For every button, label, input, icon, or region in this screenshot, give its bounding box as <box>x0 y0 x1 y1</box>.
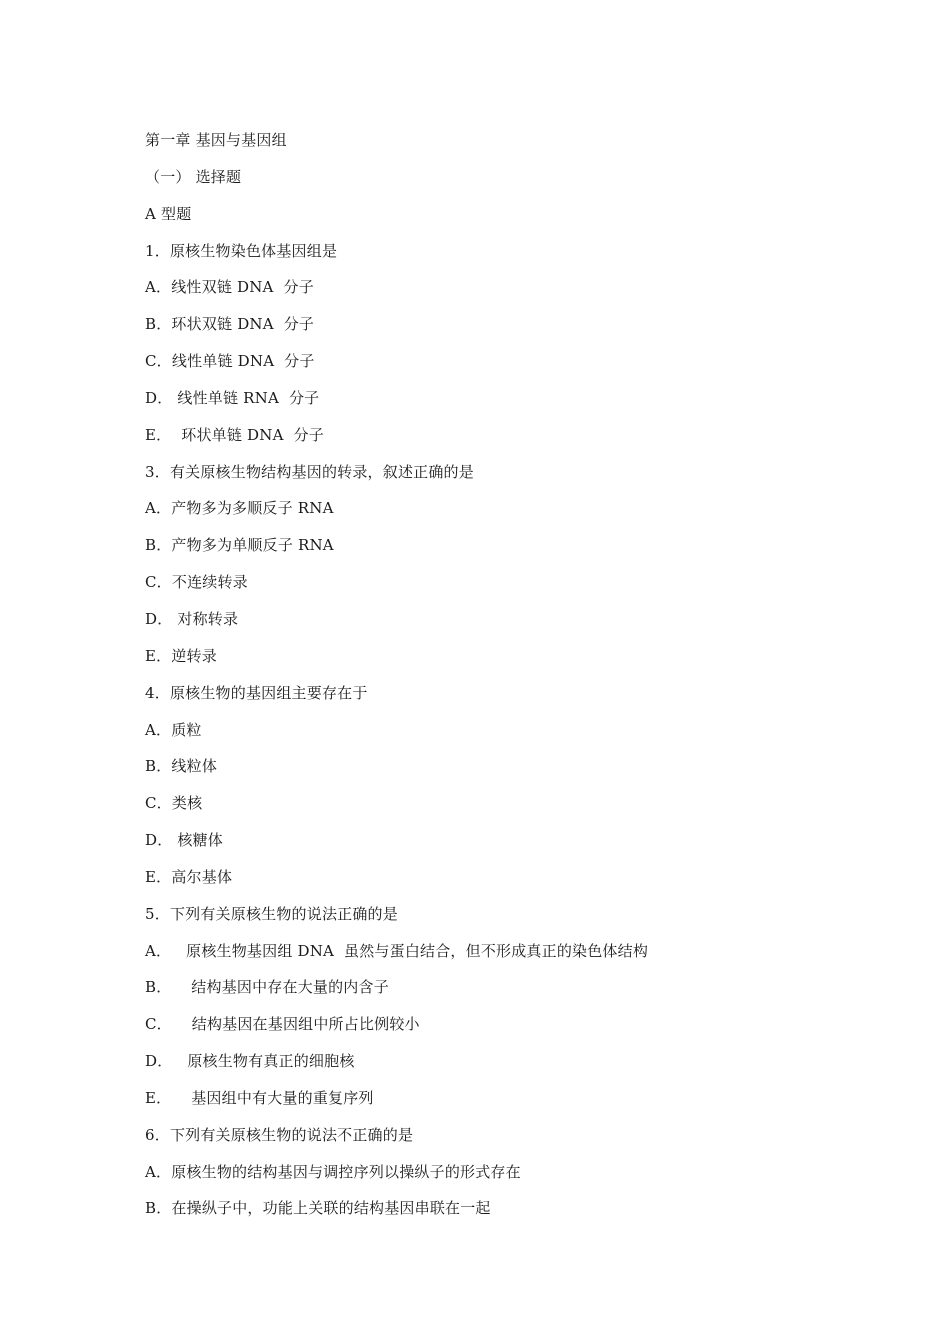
question-1-option-e: E． 环状单链 DNA 分子 <box>145 425 324 444</box>
question-4-option-a: A．质粒 <box>145 720 202 739</box>
question-4-option-d: D． 核糖体 <box>145 831 223 850</box>
chapter-title: 第一章 基因与基因组 <box>145 131 287 149</box>
question-6-option-b: B．在操纵子中，功能上关联的结构基因串联在一起 <box>145 1199 491 1218</box>
question-3-option-b: B．产物多为单顺反子 RNA <box>145 536 334 555</box>
question-1-option-c: C．线性单链 DNA 分子 <box>145 352 315 371</box>
document-body <box>145 126 865 1231</box>
question-5-option-e: E． 基因组中有大量的重复序列 <box>145 1088 374 1107</box>
question-1: 1．原核生物染色体基因组是 <box>145 241 338 260</box>
question-5-option-b: B． 结构基因中存在大量的内含子 <box>145 978 389 997</box>
question-4: 4．原核生物的基因组主要存在于 <box>145 683 368 702</box>
question-1-option-d: D． 线性单链 RNA 分子 <box>145 388 320 407</box>
question-3-option-c: C．不连续转录 <box>145 573 248 592</box>
question-5-option-d: D． 原核生物有真正的细胞核 <box>145 1052 355 1071</box>
question-3: 3．有关原核生物结构基因的转录，叙述正确的是 <box>145 462 474 481</box>
question-5: 5．下列有关原核生物的说法正确的是 <box>145 904 398 923</box>
question-3-option-e: E．逆转录 <box>145 646 217 665</box>
section-heading: （一） 选择题 <box>145 167 242 186</box>
question-6: 6．下列有关原核生物的说法不正确的是 <box>145 1125 414 1144</box>
question-6-option-a: A．原核生物的结构基因与调控序列以操纵子的形式存在 <box>145 1162 521 1181</box>
question-4-option-e: E．高尔基体 <box>145 867 233 886</box>
question-5-option-a: A． 原核生物基因组 DNA 虽然与蛋白结合，但不形成真正的染色体结构 <box>145 941 649 960</box>
question-3-option-a: A．产物多为多顺反子 RNA <box>145 499 334 518</box>
question-1-option-b: B．环状双链 DNA 分子 <box>145 315 315 334</box>
question-5-option-c: C． 结构基因在基因组中所占比例较小 <box>145 1015 420 1034</box>
question-4-option-c: C．类核 <box>145 794 203 813</box>
question-type-heading: A 型题 <box>145 204 192 223</box>
question-3-option-d: D． 对称转录 <box>145 609 239 628</box>
question-1-option-a: A．线性双链 DNA 分子 <box>145 278 314 297</box>
question-4-option-b: B．线粒体 <box>145 757 218 776</box>
